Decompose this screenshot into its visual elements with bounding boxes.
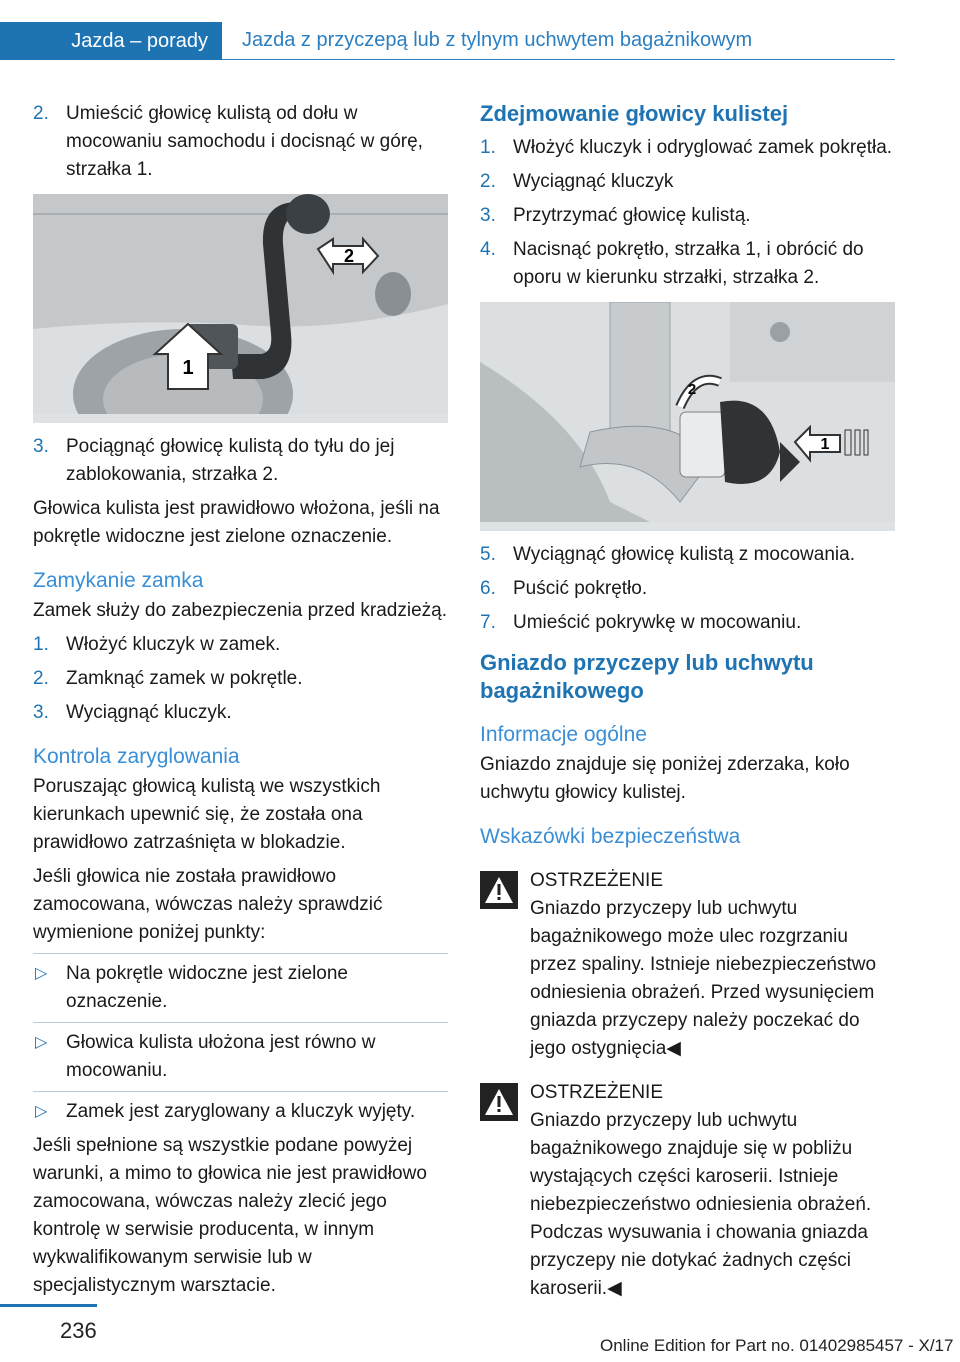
warning-text: Gniazdo przyczepy lub uchwytu bagażnikowego może ulec rozgrzaniu przez spaliny. Istnieje niebezpieczeństwo odniesienia obrażeń. Przed wysunięciem gniazda przyczepy należy poczekać do jego ostygnięcia◀: [530, 898, 877, 1059]
step-text: Włożyć kluczyk i odryglować zamek pokrętła.: [513, 137, 893, 158]
step-number: 2.: [480, 171, 496, 192]
step-2: [33, 100, 448, 184]
warning-icon: [480, 1083, 518, 1130]
socket-heading: Gniazdo przyczepy lub uchwytu bagażnikowego: [480, 650, 814, 703]
remove-step: [480, 168, 895, 196]
arrow-label-1: 1: [820, 436, 830, 453]
check-paragraph-1: Poruszając głowicą kulistą we wszystkich kierunkach upewnić się, że została ona prawidłowo zatrzaśnięta w blokadzie.: [33, 776, 381, 853]
step-number: 3.: [33, 436, 49, 457]
step-text: Puścić pokrętło.: [513, 578, 648, 599]
page-header: [0, 22, 895, 60]
step-text: Wyciągnąć kluczyk: [513, 171, 674, 192]
step-number: 5.: [480, 544, 496, 565]
general-heading: Informacje ogólne: [480, 723, 647, 746]
divider: [33, 1022, 448, 1023]
check-item: [33, 1029, 448, 1085]
lock-step: [33, 631, 448, 659]
section-tab: Jazda – porady: [0, 22, 222, 60]
warning-1: [480, 867, 895, 1063]
check-item-text: Głowica kulista ułożona jest równo w mocowaniu.: [66, 1032, 376, 1081]
step-text: Pociągnąć głowicę kulistą do tyłu do jej zablokowania, strzałka 2.: [66, 436, 395, 485]
triangle-bullet-icon: ▷: [35, 1034, 48, 1051]
divider: [33, 953, 448, 954]
warning-title: OSTRZEŻENIE: [530, 1082, 664, 1103]
lock-heading: Zamykanie zamka: [33, 569, 204, 592]
figure-remove-ball-head: [480, 302, 895, 531]
check-item: [33, 1098, 448, 1126]
step-number: 4.: [480, 239, 496, 260]
warning-2: [480, 1079, 895, 1303]
check-item-text: Na pokrętle widoczne jest zielone oznaczenie.: [66, 963, 348, 1012]
check-item-text: Zamek jest zaryglowany a kluczyk wyjęty.: [66, 1101, 416, 1122]
step-text: Wyciągnąć kluczyk.: [66, 702, 232, 723]
warning-icon: [480, 871, 518, 918]
remove-step: [480, 202, 895, 230]
figure-mount-ball-head: [33, 194, 448, 423]
edition-info: Online Edition for Part no. 01402985457 - X/17: [600, 1336, 954, 1355]
step-number: 7.: [480, 612, 496, 633]
remove-step: [480, 575, 895, 603]
right-column: [480, 100, 895, 1303]
step-text: Umieścić pokrywkę w mocowaniu.: [513, 612, 802, 633]
step-text: Przytrzymać głowicę kulistą.: [513, 205, 751, 226]
remove-step: [480, 236, 895, 292]
step-text: Zamknąć zamek w pokrętle.: [66, 668, 303, 689]
remove-step: [480, 541, 895, 569]
arrow-label-2: 2: [687, 381, 697, 398]
arrow-label-2: 2: [343, 246, 355, 266]
step-number: 2.: [33, 103, 49, 124]
check-heading: Kontrola zaryglowania: [33, 745, 240, 768]
triangle-bullet-icon: ▷: [35, 965, 48, 982]
page-number: 236: [60, 1318, 97, 1343]
warning-text: Gniazdo przyczepy lub uchwytu bagażnikowego znajduje się w pobliżu wystających części karoserii. Istnieje niebezpieczeństwo odniesienia obrażeń. Podczas wysuwania i chowania gniazda przyczepy nie dotykać żadnych części karoserii.◀: [530, 1110, 872, 1299]
lock-step: [33, 699, 448, 727]
remove-step: [480, 134, 895, 162]
left-column: [33, 100, 448, 1306]
install-note: Głowica kulista jest prawidłowo włożona, jeśli na pokrętle widoczne jest zielone oznaczenie.: [33, 498, 440, 547]
step-3: [33, 433, 448, 489]
step-text: Umieścić głowicę kulistą od dołu w mocowaniu samochodu i docisnąć w górę, strzałka 1.: [66, 103, 423, 180]
remove-heading: Zdejmowanie głowicy kulistej: [480, 101, 789, 126]
step-number: 2.: [33, 668, 49, 689]
check-item: [33, 960, 448, 1016]
step-number: 1.: [33, 634, 49, 655]
tow-hook-install-illustration: [33, 194, 448, 414]
check-paragraph-3: Jeśli spełnione są wszystkie podane powyżej warunki, a mimo to głowica nie jest prawidłowo zamocowana, wówczas należy zlecić jego kontrolę w serwisie producenta, w innym wykwalifikowanym serwisie lub w specjalistycznym warsztacie.: [33, 1135, 427, 1296]
safety-heading: Wskazówki bezpieczeństwa: [480, 825, 741, 848]
remove-step: [480, 609, 895, 637]
step-number: 6.: [480, 578, 496, 599]
general-text: Gniazdo znajduje się poniżej zderzaka, koło uchwytu głowicy kulistej.: [480, 754, 850, 803]
step-number: 3.: [33, 702, 49, 723]
footer-divider: [0, 1304, 97, 1307]
arrow-label-1: 1: [182, 357, 194, 379]
step-text: Wyciągnąć głowicę kulistą z mocowania.: [513, 544, 855, 565]
check-paragraph-2: Jeśli głowica nie została prawidłowo zamocowana, wówczas należy sprawdzić wymienione poniżej punkty:: [33, 866, 383, 943]
step-text: Włożyć kluczyk w zamek.: [66, 634, 281, 655]
subsection-title: Jazda z przyczepą lub z tylnym uchwytem bagażnikowym: [222, 22, 895, 60]
tow-hook-removal-illustration: [480, 302, 895, 522]
step-number: 3.: [480, 205, 496, 226]
lock-intro: Zamek służy do zabezpieczenia przed kradzieżą.: [33, 600, 447, 621]
lock-step: [33, 665, 448, 693]
warning-title: OSTRZEŻENIE: [530, 870, 664, 891]
triangle-bullet-icon: ▷: [35, 1103, 48, 1120]
step-text: Nacisnąć pokrętło, strzałka 1, i obrócić do oporu w kierunku strzałki, strzałka 2.: [513, 239, 864, 288]
step-number: 1.: [480, 137, 496, 158]
divider: [33, 1091, 448, 1092]
